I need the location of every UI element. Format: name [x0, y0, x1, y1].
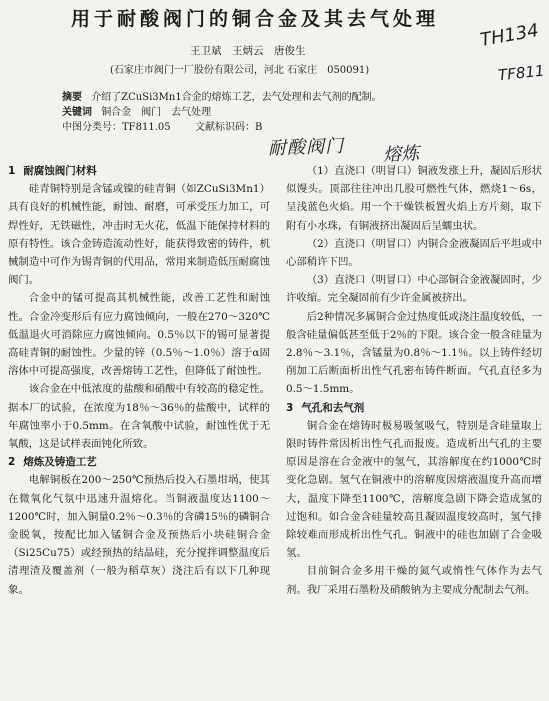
body-paragraph: 目前铜合金多用干燥的氮气或惰性气体作为去气剂。我厂采用石墨粉及硝酸钠为主要成分配制去气剂。: [286, 565, 542, 596]
abstract-block: [62, 90, 482, 135]
body-paragraph: （2）直浇口（明冒口）内铜合金液凝固后平坦或中心部稍许下凹。: [286, 237, 542, 269]
abstract-text: 介绍了ZCuSi3Mn1合金的熔炼工艺，去气处理和去气剂的配制。: [91, 92, 382, 103]
body-paragraph: （3）直浇口（明冒口）中心部铜合金液凝固时，少许收缩。完全凝固前有少许金属被挤出。: [286, 274, 542, 305]
section-number: 2: [8, 456, 16, 469]
section-title: 气孔和去气剂: [301, 401, 365, 414]
keywords-text: 铜合金 阀门 去气处理: [101, 107, 212, 118]
body-paragraph: 该合金在中低浓度的盐酸和硝酸中有较高的稳定性。据本厂的试验，在浓度为18％～36％的盐酸中，试样的年腐蚀率小于0.5mm。在含氧酸中试验，耐蚀性优于无氧酸，这是试样表面钝化所致。: [8, 383, 270, 451]
classification-line: [62, 120, 482, 135]
classification-code: TF811.05: [122, 122, 171, 133]
section-heading: [8, 162, 270, 180]
handwritten-note: 耐酸阀门: [267, 135, 345, 160]
body-paragraph: 后2种情况多属铜合金过热度低或浇注温度较低，一般含硅量偏低甚至低于2％的下限。该合金一般含硅量为2.8％～3.1％，含锰量为0.8％～1.1％。以上铸件经切削加工后断面析出性气孔密布铸件断面。气孔直径多为0.5～1.5mm。: [286, 310, 542, 396]
section-title: 耐腐蚀阀门材料: [23, 165, 97, 177]
body-paragraph: 合金中的锰可提高其机械性能，改善工艺性和耐蚀性。合金冷变形后有应力腐蚀倾向，一般在270～320℃低温退火可消除应力腐蚀倾向。0.5％以下的锡可显著提高硅青铜的耐蚀性。少量的锌（0.5％～1.0％）溶于α固溶体中可提高强度，改善熔铸工艺性，但降低了耐蚀性。: [8, 292, 270, 378]
section-heading: [286, 399, 542, 417]
section-number: 3: [286, 401, 294, 414]
right-column: [286, 162, 542, 599]
handwritten-note: 熔炼: [382, 143, 420, 166]
author-affiliation: (石家庄市阀门一厂股份有限公司，河北 石家庄 050091): [110, 65, 370, 76]
handwritten-note: TF811: [497, 61, 546, 85]
doc-code: B: [254, 122, 263, 133]
author-list: 王卫斌 王炳云 唐俊生: [190, 45, 306, 57]
section-number: 1: [8, 165, 16, 177]
doc-code-label: 文献标识码：: [194, 122, 255, 133]
body-paragraph: 铜合金在熔铸时极易吸氢吸气，特别是含硅量取上限时铸件常因析出性气孔而报废。造成析出气孔的主要原因是溶在合金液中的氢气，其溶解度在约1000℃时变化急剧。氢气在铜液中的溶解度因熔液温度升高而增大，温度下降至1100℃，溶解度急剧下降会造成氢的过饱和。如合金含硅量较高且凝固温度较高时，氢气排除较难而形成析出性气孔。铜液中的硅也加剧了合金吸氢。: [286, 419, 542, 560]
abstract-line: [62, 90, 482, 105]
section-heading: [8, 453, 270, 471]
handwritten-note: TH134: [478, 20, 541, 51]
section-title: 熔炼及铸造工艺: [23, 456, 97, 469]
keywords-label: 关键词: [62, 107, 92, 118]
left-column: [8, 162, 270, 599]
abstract-label: 摘要: [62, 92, 82, 103]
body-paragraph: 电解铜板在200～250℃预热后投入石墨坩埚，使其在微氧化气氛中迅速升温熔化。当铜液温度达1100～1200℃时，加入铜量0.2％～0.3％的含磷15％的磷铜合金脱氧，按配比加入锰铜合金及预热后小块硅铜合金（Si25Cu75）或经预热的结晶硅，充分搅拌调整温度后清理渣及覆盖剂（一般为稻草灰）浇注后有以下几种现象。: [8, 474, 270, 596]
body-paragraph: （1）直浇口（明冒口）铜液发涨上升，凝固后形状似馒头。顶部往往冲出几股可燃性气体，燃烧1～6s，呈浅蓝色火焰。用一个干燥铁板置火焰上方片刻，取下附有小水珠，有铜液挤出凝固后呈蠕虫状。: [286, 165, 542, 232]
classification-label: 中图分类号：: [62, 122, 122, 133]
keywords-line: [62, 105, 482, 120]
paper-title: 用于耐酸阀门的铜合金及其去气处理: [70, 8, 439, 30]
body-paragraph: 硅青铜特别是含锰或镍的硅青铜（如ZCuSi3Mn1）具有良好的机械性能，耐蚀、耐磨，可承受压力加工，可焊性好，无铁磁性，冲击时无火花，低温下能保持材料的原有特性。该合金铸造流动性好，能获得致密的铸件，机械制造中可作为锡青铜的代用品，常用来制造低压耐腐蚀阀门。: [8, 183, 270, 287]
